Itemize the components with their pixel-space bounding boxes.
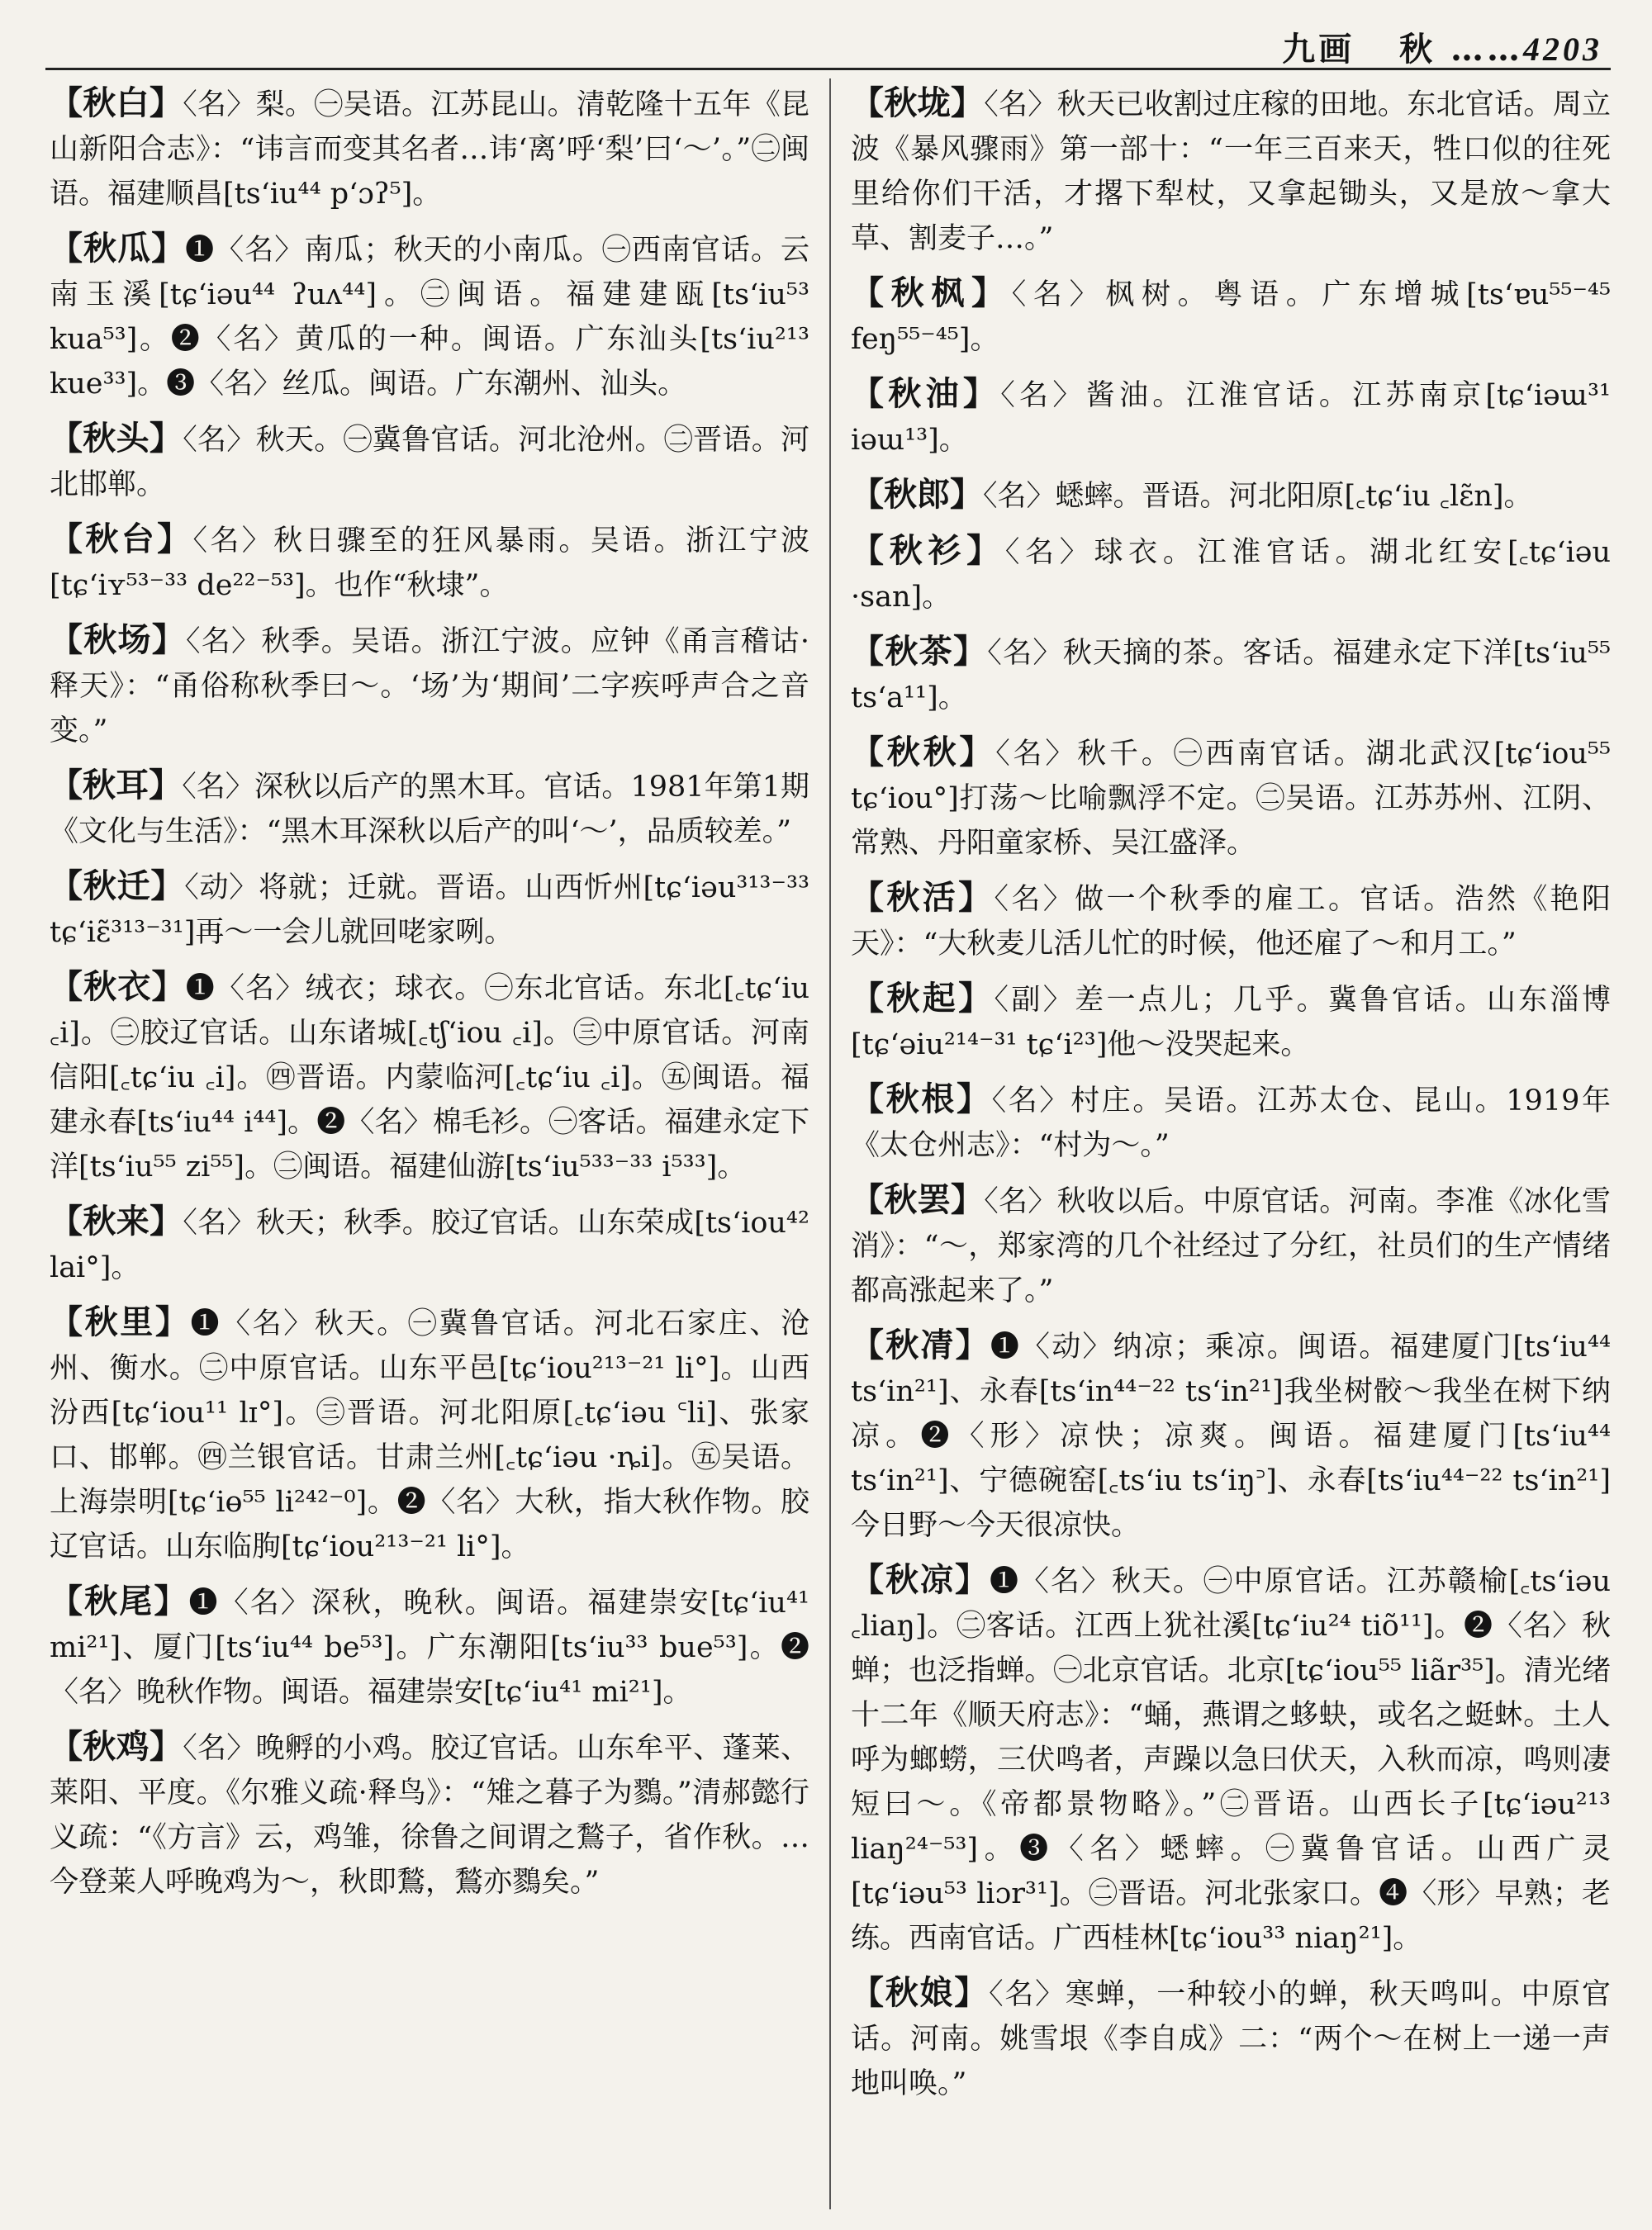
entry-definition: 〈名〉村庄。吴语。江苏太仓、昆山。1919年《太仓州志》：“村为～。” [851,1084,1611,1162]
entry-definition: ❶〈名〉绒衣；球衣。㊀东北官话。东北[꜀tɕʻiu ꜀i]。㊁胶辽官话。山东诸城[꜀tʃʻiou ꜀i]。㊂中原官话。河南信阳[꜀tɕʻiu ꜀i]。㊃晋语。内蒙临河[꜀tɕʻiu ꜀i]。㊄闽语。福建永春[tsʻiu⁴⁴ i⁴⁴]。❷〈名〉棉毛衫。㊀客话。福建永定下洋[tsʻiu⁵⁵ zi⁵⁵]。㊁闽语。福建仙游[tsʻiu⁵³³⁻³³ i⁵³³]。 [50,972,809,1184]
entry-definition: 〈名〉球衣。江淮官话。湖北红安[꜀tɕʻiəu ·san]。 [851,536,1611,614]
entry-headword: 【秋瓜】 [50,229,186,268]
entry-definition: ❶〈动〉纳凉；乘凉。闽语。福建厦门[tsʻiu⁴⁴ tsʻin²¹]、永春[tsʻin⁴⁴⁻²² tsʻin²¹]我坐树骹～我坐在树下纳凉。❷〈形〉凉快；凉爽。闽语。福建厦门[tsʻiu⁴⁴ tsʻin²¹]、宁德碗窑[꜀tsʻiu tsʻiŋ꜄]、永春[tsʻiu⁴⁴⁻²² tsʻin²¹]今日野～今天很凉快。 [851,1331,1611,1542]
entry-headword: 【秋秋】 [851,733,996,771]
dictionary-entry [851,1178,1611,1313]
entry-headword: 【秋根】 [851,1079,992,1118]
right-column [851,81,1611,2213]
dictionary-entry [50,1199,809,1290]
dictionary-entry [50,763,809,854]
entry-definition: ❶〈名〉深秋，晚秋。闽语。福建崇安[tɕʻiu⁴¹ mi²¹]、厦门[tsʻiu⁴⁴ be⁵³]。广东潮阳[tsʻiu³³ bue⁵³]。❷〈名〉晚秋作物。闽语。福建崇安[tɕʻiu⁴¹ mi²¹]。 [50,1587,809,1709]
page-number: 4203 [1523,31,1602,68]
dictionary-entry [851,81,1611,261]
entry-headword: 【秋油】 [851,374,1001,413]
entry-headword: 【秋里】 [50,1302,191,1341]
entry-definition: 〈名〉枫树。粤语。广东增城[tsʻɐu⁵⁵⁻⁴⁵ feŋ⁵⁵⁻⁴⁵]。 [851,278,1611,356]
dictionary-entry [851,372,1611,463]
dictionary-entry [851,1077,1611,1168]
entry-headword: 【秋头】 [50,419,183,458]
header-section: 九画 [1282,30,1355,69]
entry-definition: 〈名〉秋天摘的茶。客话。福建永定下洋[tsʻiu⁵⁵ tsʻa¹¹]。 [851,637,1611,714]
entry-definition: 〈名〉秋千。㊀西南官话。湖北武汉[tɕʻiou⁵⁵ tɕʻiou°]打荡～比喻飘浮不定。㊁吴语。江苏苏州、江阴、常熟、丹阳童家桥、吴江盛泽。 [851,738,1611,860]
entry-definition: 〈副〉差一点儿；几乎。冀鲁官话。山东淄博[tɕʻəiu²¹⁴⁻³¹ tɕʻi²³]他～没哭起来。 [851,984,1611,1061]
entry-headword: 【秋来】 [50,1202,183,1241]
dictionary-entry [851,875,1611,966]
dictionary-entry [851,472,1611,519]
dictionary-entry [50,226,809,406]
entry-definition: 〈名〉寒蝉，一种较小的蝉，秋天鸣叫。中原官话。河南。姚雪垠《李自成》二：“两个～在树上一递一声地叫唤。” [851,1978,1611,2100]
entry-definition: 〈名〉酱油。江淮官话。江苏南京[tɕʻiəɯ³¹ iəɯ¹³]。 [851,379,1611,457]
header-char: 秋 [1399,30,1436,69]
dictionary-entry [50,864,809,955]
entry-headword: 【秋娘】 [851,1973,990,2012]
entry-headword: 【秋垅】 [851,83,985,122]
entry-headword: 【秋尾】 [50,1582,189,1620]
entry-definition: 〈名〉秋天；秋季。胶辽官话。山东荣成[tsʻiou⁴² lai°]。 [50,1207,809,1284]
entry-definition: 〈名〉深秋以后产的黑木耳。官话。1981年第1期《文化与生活》：“黑木耳深秋以后产的叫‘～’，品质较差。” [50,771,809,848]
dictionary-entry [851,730,1611,866]
running-head [1282,23,1602,70]
entry-headword: 【秋耳】 [50,766,183,804]
entry-headword: 【秋鸡】 [50,1727,183,1766]
entry-headword: 【秋衫】 [851,531,1005,570]
dictionary-entry [851,271,1611,362]
entry-definition: ❶〈名〉秋天。㊀冀鲁官话。河北石家庄、沧州、衡水。㊁中原官话。山东平邑[tɕʻiou²¹³⁻²¹ li°]。山西汾西[tɕʻiou¹¹ lɪ°]。㊂晋语。河北阳原[꜀tɕʻiəu ꜂li]、张家口、邯郸。㊃兰银官话。甘肃兰州[꜀tɕʻiəu ·ȵi]。㊄吴语。上海崇明[tɕʻiɵ⁵⁵ li²⁴²⁻⁰]。❷〈名〉大秋，指大秋作物。胶辽官话。山东临朐[tɕʻiou²¹³⁻²¹ li°]。 [50,1307,809,1563]
entry-definition: 〈名〉秋季。吴语。浙江宁波。应钟《甬言稽诂·释天》：“甬俗称秋季曰～。‘场’为‘期间’二字疾呼声合之音变。” [50,625,809,747]
entry-definition: 〈名〉秋天。㊀冀鲁官话。河北沧州。㊁晋语。河北邯郸。 [50,424,809,501]
entry-definition: 〈名〉秋收以后。中原官话。河南。李准《冰化雪消》：“～，郑家湾的几个社经过了分红，社员们的生产情绪都高涨起来了。” [851,1185,1611,1307]
entry-definition: 〈名〉秋天已收割过庄稼的田地。东北官话。周立波《暴风骤雨》第一部十：“一年三百来天，牲口似的往死里给你们干活，才撂下犁杖，又拿起锄头，又是放～拿大草、割麦子…。” [851,88,1611,255]
dictionary-entry [50,517,809,608]
entry-headword: 【秋茶】 [851,632,988,671]
dictionary-entry [851,529,1611,619]
dictionary-entry [50,965,809,1189]
entry-headword: 【秋台】 [50,520,193,558]
entry-headword: 【秋郎】 [851,475,983,514]
dictionary-entry [50,1579,809,1715]
entry-definition: 〈名〉梨。㊀吴语。江苏昆山。清乾隆十五年《昆山新阳合志》：“讳言而变其名者…讳‘离’呼‘梨’曰‘～’。”㊁闽语。福建顺昌[tsʻiu⁴⁴ pʻɔʔ⁵]。 [50,88,809,211]
entry-headword: 【秋衣】 [50,967,186,1006]
dictionary-entry [851,1323,1611,1548]
entry-headword: 【秋迁】 [50,866,185,905]
dictionary-entry [851,976,1611,1067]
dictionary-entry [851,1558,1611,1961]
entry-definition: 〈动〉将就；迁就。晋语。山西忻州[tɕʻiəu³¹³⁻³³ tɕʻiɛ̃³¹³⁻³¹]再～一会儿就回咾家咧。 [50,871,809,949]
entry-definition: ❶〈名〉秋天。㊀中原官话。江苏赣榆[꜀tsʻiəu ꜀liaŋ]。㊁客话。江西上犹社溪[tɕʻiu²⁴ tiõ¹¹]。❷〈名〉秋蝉；也泛指蝉。㊀北京官话。北京[tɕʻiou⁵⁵ liãr³⁵]。清光绪十二年《顺天府志》：“蛹，燕谓之蛥蚗，或名之蜓蚞。土人呼为螂蟧，三伏鸣者，声躁以急曰伏天，入秋而凉，鸣则凄短曰～。《帝都景物略》。”㊁晋语。山西长子[tɕʻiəu²¹³ liaŋ²⁴⁻⁵³]。❸〈名〉蟋蟀。㊀冀鲁官话。山西广灵[tɕʻiəu⁵³ liɔr³¹]。㊁晋语。河北张家口。❹〈形〉早熟；老练。西南官话。广西桂林[tɕʻiou³³ niaŋ²¹]。 [851,1565,1611,1955]
dictionary-entry [50,81,809,216]
entry-headword: 【秋凊】 [851,1326,990,1364]
entry-headword: 【秋枫】 [851,273,1012,312]
column-divider [829,78,831,2209]
entry-definition: 〈名〉蟋蟀。晋语。河北阳原[꜀tɕʻiu ꜀lɛ̃n]。 [983,480,1533,513]
dictionary-entry [50,618,809,753]
entry-definition: 〈名〉做一个秋季的雇工。官话。浩然《艳阳天》：“大秋麦儿活儿忙的时候，他还雇了～和月工。” [851,883,1611,961]
entry-headword: 【秋活】 [851,878,995,917]
entry-headword: 【秋起】 [851,979,995,1018]
dictionary-entry [851,629,1611,720]
dictionary-entry [50,416,809,507]
entry-headword: 【秋凉】 [851,1560,990,1599]
entry-headword: 【秋白】 [50,83,183,122]
entry-definition: 〈名〉晚孵的小鸡。胶辽官话。山东牟平、蓬莱、莱阳、平度。《尔雅义疏·释鸟》：“雉之暮子为鷚。”清郝懿行义疏：“《方言》云，鸡雏，徐鲁之间谓之鶖子，省作秋。…今登莱人呼晚鸡为～，秋即鶖，鶖亦鷚矣。” [50,1732,809,1899]
left-column [50,81,809,2213]
entry-definition: 〈名〉秋日骤至的狂风暴雨。吴语。浙江宁波[tɕʻiʏ⁵³⁻³³ de²²⁻⁵³]。也作“秋埭”。 [50,524,809,602]
dictionary-entry [50,1300,809,1569]
entry-headword: 【秋罢】 [851,1180,985,1219]
header-rule [45,68,1611,70]
header-dots: …… [1450,30,1523,69]
dictionary-entry [851,1971,1611,2106]
entry-headword: 【秋场】 [50,620,187,659]
dictionary-entry [50,1725,809,1905]
entry-definition: ❶〈名〉南瓜；秋天的小南瓜。㊀西南官话。云南玉溪[tɕʻiəu⁴⁴ ʔuʌ⁴⁴]。㊁闽语。福建建瓯[tsʻiu⁵³ kua⁵³]。❷〈名〉黄瓜的一种。闽语。广东汕头[tsʻiu²¹³ kue³³]。❸〈名〉丝瓜。闽语。广东潮州、汕头。 [50,234,809,401]
